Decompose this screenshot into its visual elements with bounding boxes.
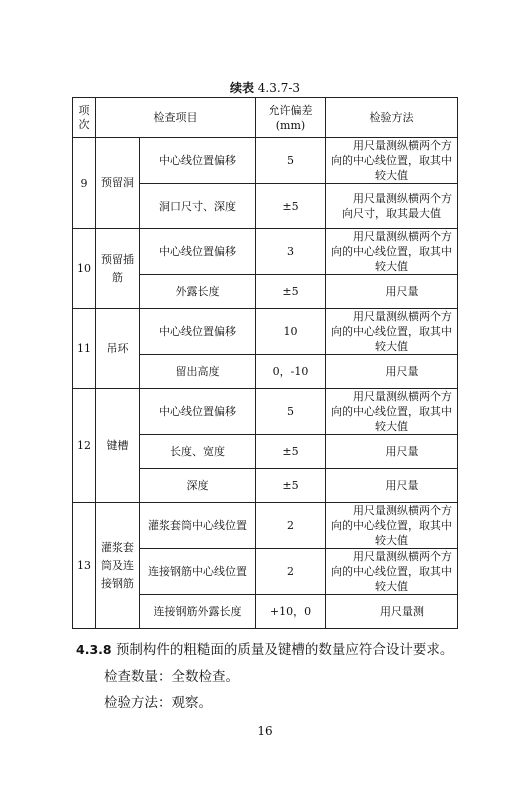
row-seq: 11 (73, 309, 96, 389)
table-row (73, 138, 458, 184)
table-caption (0, 79, 530, 96)
row-item: 中心线位置偏移 (140, 229, 256, 275)
row-group-name: 键槽 (96, 389, 140, 503)
row-item: 连接钢筋中心线位置 (140, 549, 256, 595)
row-method: 用尺量测纵横两个方向的中心线位置，取其中较大值 (326, 229, 458, 275)
table-row (73, 389, 458, 435)
row-item: 中心线位置偏移 (140, 138, 256, 184)
row-tolerance: 10 (256, 309, 326, 355)
row-method: 用尺量 (326, 275, 458, 309)
row-method: 用尺量 (326, 469, 458, 503)
clause-text: 预制构件的粗糙面的质量及键槽的数量应符合设计要求。 (115, 642, 454, 658)
row-method: 用尺量 (326, 355, 458, 389)
row-group-name: 吊环 (96, 309, 140, 389)
table-row (73, 503, 458, 549)
row-method: 用尺量测纵横两个方向的中心线位置，取其中较大值 (326, 503, 458, 549)
row-item: 深度 (140, 469, 256, 503)
table-row (73, 229, 458, 275)
row-item: 长度、宽度 (140, 435, 256, 469)
row-group-name: 预留洞 (96, 138, 140, 229)
header-item: 检查项目 (96, 98, 256, 138)
row-method: 用尺量测 (326, 595, 458, 629)
row-item: 外露长度 (140, 275, 256, 309)
row-method: 用尺量测纵横两个方向的中心线位置，取其中较大值 (326, 138, 458, 184)
row-tolerance: 2 (256, 503, 326, 549)
row-tolerance: ±5 (256, 184, 326, 229)
header-method: 检验方法 (326, 98, 458, 138)
row-tolerance: ±5 (256, 435, 326, 469)
row-method: 用尺量 (326, 435, 458, 469)
row-item: 洞口尺寸、深度 (140, 184, 256, 229)
row-seq: 12 (73, 389, 96, 503)
row-tolerance: 3 (256, 229, 326, 275)
row-tolerance: 5 (256, 138, 326, 184)
inspection-table (72, 97, 458, 629)
page-number: 16 (257, 724, 273, 738)
row-method: 用尺量测纵横两个方向的中心线位置，取其中较大值 (326, 389, 458, 435)
table-header-row (73, 98, 458, 138)
row-tolerance: ±5 (256, 275, 326, 309)
check-method: 检验方法：观察。 (104, 695, 212, 711)
row-item: 留出高度 (140, 355, 256, 389)
row-tolerance: 0，-10 (256, 355, 326, 389)
row-tolerance: 2 (256, 549, 326, 595)
caption-label: 续表 (229, 81, 254, 95)
caption-number: 4.3.7-3 (257, 81, 301, 95)
row-item: 中心线位置偏移 (140, 309, 256, 355)
row-method: 用尺量测纵横两个方向的中心线位置，取其中较大值 (326, 549, 458, 595)
row-group-name: 预留插筋 (96, 229, 140, 309)
row-seq: 13 (73, 503, 96, 629)
row-item: 连接钢筋外露长度 (140, 595, 256, 629)
row-tolerance: ±5 (256, 469, 326, 503)
row-method: 用尺量测纵横两个方向的中心线位置，取其中较大值 (326, 309, 458, 355)
clause-paragraph (76, 638, 453, 658)
header-tolerance: 允许偏差 (mm) (256, 98, 326, 138)
clause-number: 4.3.8 (76, 642, 112, 657)
row-seq: 10 (73, 229, 96, 309)
row-tolerance: +10，0 (256, 595, 326, 629)
row-method: 用尺量测纵横两个方向尺寸，取其最大值 (326, 184, 458, 229)
row-item: 灌浆套筒中心线位置 (140, 503, 256, 549)
table-row (73, 309, 458, 355)
header-seq: 项次 (73, 98, 96, 138)
row-group-name: 灌浆套筒及连接钢筋 (96, 503, 140, 629)
check-quantity: 检查数量：全数检查。 (104, 669, 239, 685)
row-seq: 9 (73, 138, 96, 229)
row-item: 中心线位置偏移 (140, 389, 256, 435)
row-tolerance: 5 (256, 389, 326, 435)
